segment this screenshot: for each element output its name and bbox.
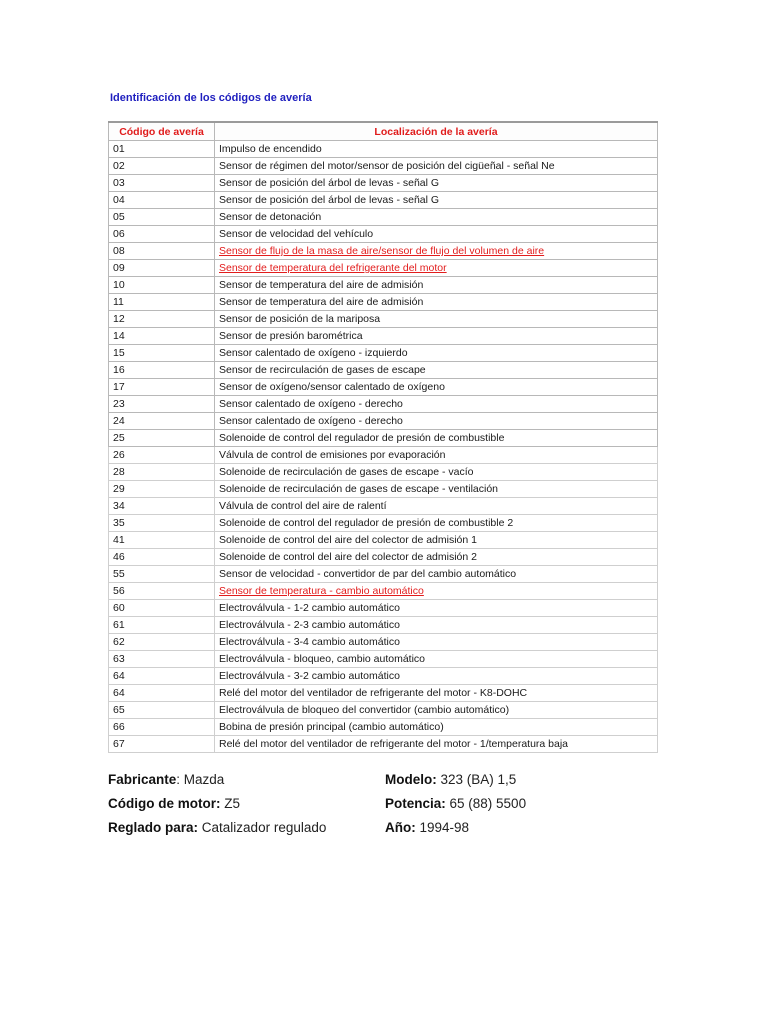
fault-code: 02 (109, 158, 215, 175)
fault-code: 26 (109, 447, 215, 464)
fault-location: Sensor de posición del árbol de levas - señal G (215, 192, 658, 209)
fault-location: Sensor de presión barométrica (215, 328, 658, 345)
fault-code: 41 (109, 532, 215, 549)
table-row (109, 345, 658, 362)
table-row (109, 566, 658, 583)
fault-code: 35 (109, 515, 215, 532)
fault-location: Sensor de velocidad - convertidor de par del cambio automático (215, 566, 658, 583)
fault-code: 11 (109, 294, 215, 311)
fault-code: 23 (109, 396, 215, 413)
table-row (109, 311, 658, 328)
table-row (109, 277, 658, 294)
fault-code: 61 (109, 617, 215, 634)
table-row (109, 702, 658, 719)
table-row (109, 430, 658, 447)
fault-location: Sensor de velocidad del vehículo (215, 226, 658, 243)
spec-potencia-value: 65 (88) 5500 (445, 796, 527, 811)
table-row (109, 583, 658, 600)
fault-location: Relé del motor del ventilador de refrigerante del motor - 1/temperatura baja (215, 736, 658, 753)
fault-location: Solenoide de recirculación de gases de escape - vacío (215, 464, 658, 481)
spec-codigo-motor-value: Z5 (220, 796, 240, 811)
spec-codigo-motor (108, 796, 240, 811)
fault-location: Sensor de posición del árbol de levas - señal G (215, 175, 658, 192)
fault-code: 04 (109, 192, 215, 209)
fault-location: Sensor de oxígeno/sensor calentado de oxígeno (215, 379, 658, 396)
table-row (109, 260, 658, 277)
table-row (109, 379, 658, 396)
spec-ano-label: Año: (385, 820, 416, 835)
table-row (109, 141, 658, 158)
table-row (109, 600, 658, 617)
table-row (109, 192, 658, 209)
spec-modelo (385, 772, 516, 787)
fault-code: 10 (109, 277, 215, 294)
table-row (109, 226, 658, 243)
fault-code: 06 (109, 226, 215, 243)
fault-code: 03 (109, 175, 215, 192)
table-row (109, 651, 658, 668)
table-row (109, 515, 658, 532)
fault-code: 09 (109, 260, 215, 277)
fault-code: 05 (109, 209, 215, 226)
fault-location: Sensor de temperatura - cambio automático (215, 583, 658, 600)
fault-code: 63 (109, 651, 215, 668)
table-row (109, 158, 658, 175)
fault-code: 25 (109, 430, 215, 447)
fault-location: Sensor de temperatura del refrigerante del motor (215, 260, 658, 277)
table-row (109, 243, 658, 260)
spec-ano (385, 820, 469, 835)
fault-code: 01 (109, 141, 215, 158)
fault-code: 12 (109, 311, 215, 328)
fault-location: Electroválvula - 3-2 cambio automático (215, 668, 658, 685)
spec-potencia (385, 796, 526, 811)
table-row (109, 294, 658, 311)
table-row (109, 634, 658, 651)
table-row (109, 549, 658, 566)
fault-location: Sensor calentado de oxígeno - derecho (215, 396, 658, 413)
fault-code: 46 (109, 549, 215, 566)
table-row (109, 736, 658, 753)
spec-potencia-label: Potencia: (385, 796, 446, 811)
fault-code: 64 (109, 685, 215, 702)
table-row (109, 532, 658, 549)
spec-reglado (108, 820, 326, 835)
spec-reglado-label: Reglado para: (108, 820, 199, 835)
document-title: Identificación de los códigos de avería (110, 92, 312, 104)
fault-location: Sensor de posición de la mariposa (215, 311, 658, 328)
table-row (109, 685, 658, 702)
fault-location: Solenoide de recirculación de gases de escape - ventilación (215, 481, 658, 498)
spec-codigo-motor-label: Código de motor: (108, 796, 221, 811)
fault-location: Bobina de presión principal (cambio automático) (215, 719, 658, 736)
fault-code: 28 (109, 464, 215, 481)
fault-location: Sensor de flujo de la masa de aire/sensor de flujo del volumen de aire (215, 243, 658, 260)
table-row (109, 413, 658, 430)
fault-code: 29 (109, 481, 215, 498)
fault-location: Sensor de recirculación de gases de escape (215, 362, 658, 379)
fault-location: Impulso de encendido (215, 141, 658, 158)
fault-code: 15 (109, 345, 215, 362)
spec-ano-value: 1994-98 (415, 820, 470, 835)
fault-location: Solenoide de control del regulador de presión de combustible 2 (215, 515, 658, 532)
fault-location: Sensor de detonación (215, 209, 658, 226)
fault-location: Sensor de temperatura del aire de admisión (215, 294, 658, 311)
spec-fabricante-value: : Mazda (176, 772, 225, 787)
fault-location: Sensor de régimen del motor/sensor de posición del cigüeñal - señal Ne (215, 158, 658, 175)
fault-location: Solenoide de control del aire del colector de admisión 2 (215, 549, 658, 566)
fault-location: Relé del motor del ventilador de refrigerante del motor - K8-DOHC (215, 685, 658, 702)
table-row (109, 464, 658, 481)
fault-code: 60 (109, 600, 215, 617)
fault-code: 67 (109, 736, 215, 753)
table-row (109, 668, 658, 685)
table-row (109, 498, 658, 515)
fault-location: Sensor calentado de oxígeno - izquierdo (215, 345, 658, 362)
table-row (109, 175, 658, 192)
fault-code: 64 (109, 668, 215, 685)
table-row (109, 362, 658, 379)
fault-code: 08 (109, 243, 215, 260)
fault-location: Electroválvula - bloqueo, cambio automático (215, 651, 658, 668)
fault-code: 62 (109, 634, 215, 651)
fault-code: 17 (109, 379, 215, 396)
fault-location: Solenoide de control del aire del colector de admisión 1 (215, 532, 658, 549)
fault-code: 55 (109, 566, 215, 583)
fault-code: 24 (109, 413, 215, 430)
table-row (109, 396, 658, 413)
fault-location: Solenoide de control del regulador de presión de combustible (215, 430, 658, 447)
table-row (109, 328, 658, 345)
table-row (109, 447, 658, 464)
spec-fabricante-label: Fabricante (108, 772, 177, 787)
fault-codes-table (108, 121, 658, 753)
fault-location: Electroválvula - 3-4 cambio automático (215, 634, 658, 651)
fault-code: 56 (109, 583, 215, 600)
fault-code: 14 (109, 328, 215, 345)
header-code: Código de avería (109, 122, 215, 141)
table-row (109, 481, 658, 498)
fault-location: Electroválvula de bloqueo del convertidor (cambio automático) (215, 702, 658, 719)
fault-code: 34 (109, 498, 215, 515)
spec-modelo-value: 323 (BA) 1,5 (436, 772, 517, 787)
spec-modelo-label: Modelo: (385, 772, 437, 787)
table-row (109, 617, 658, 634)
fault-location: Sensor de temperatura del aire de admisión (215, 277, 658, 294)
table-header-row (109, 122, 658, 141)
table-row (109, 209, 658, 226)
fault-location: Sensor calentado de oxígeno - derecho (215, 413, 658, 430)
fault-location: Válvula de control de emisiones por evaporación (215, 447, 658, 464)
spec-fabricante (108, 772, 224, 787)
fault-location: Electroválvula - 1-2 cambio automático (215, 600, 658, 617)
fault-code: 65 (109, 702, 215, 719)
fault-code: 16 (109, 362, 215, 379)
fault-location: Válvula de control del aire de ralentí (215, 498, 658, 515)
spec-reglado-value: Catalizador regulado (198, 820, 327, 835)
fault-code: 66 (109, 719, 215, 736)
table-body (109, 141, 658, 753)
table-row (109, 719, 658, 736)
fault-location: Electroválvula - 2-3 cambio automático (215, 617, 658, 634)
header-location: Localización de la avería (215, 122, 658, 141)
